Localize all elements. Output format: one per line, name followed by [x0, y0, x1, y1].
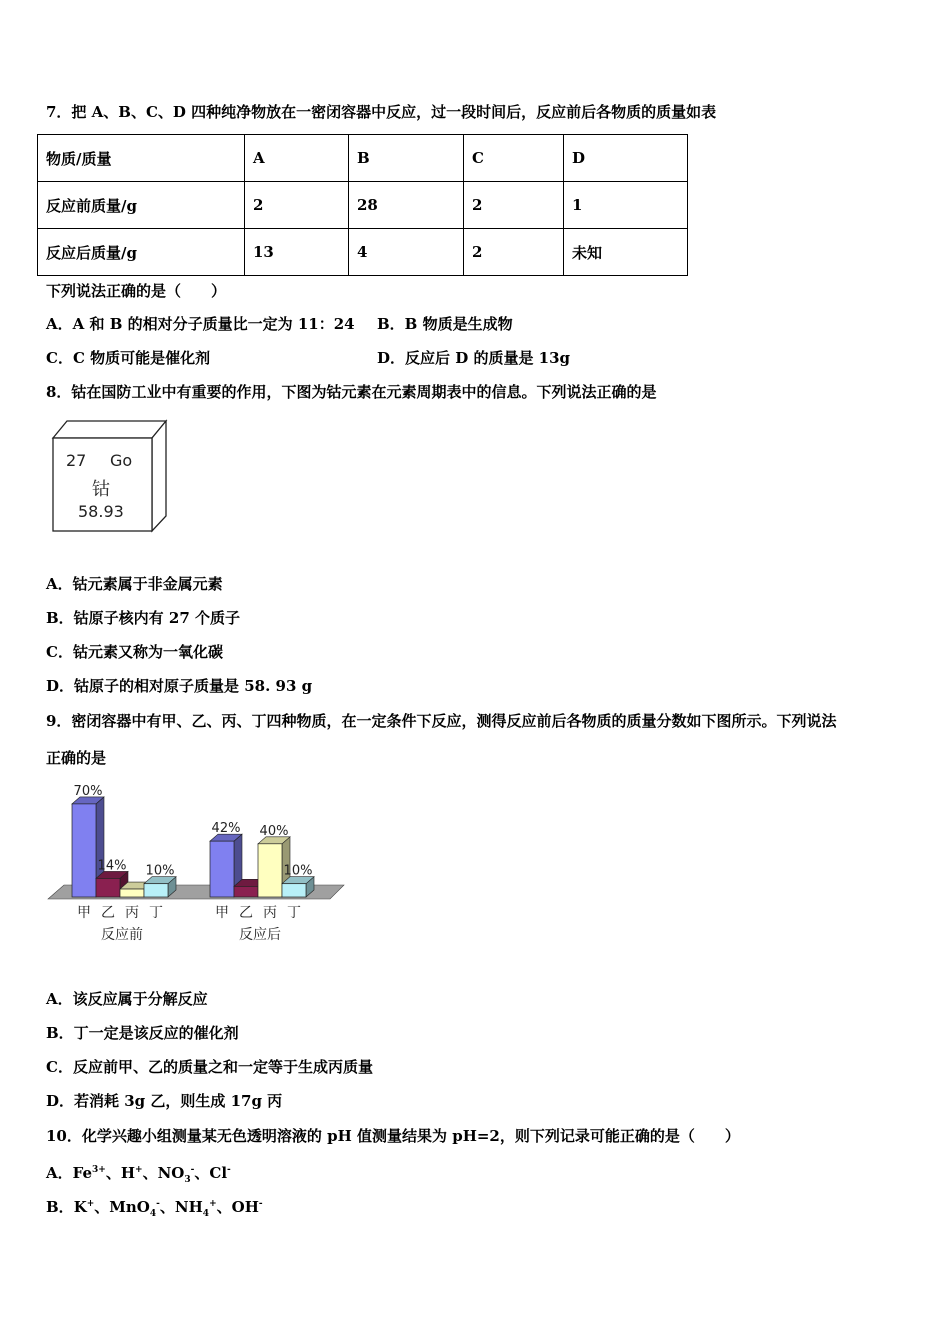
table-cell: 4	[349, 229, 464, 276]
ion-separator: 、	[105, 1164, 121, 1182]
q8-option-b: B．钴原子核内有 27 个质子	[46, 609, 240, 627]
bar	[120, 889, 144, 897]
ion-formula: K+	[73, 1198, 95, 1216]
tick-label: 乙	[239, 905, 253, 921]
q7-option-a: A．A 和 B 的相对分子质量比一定为 11：24	[46, 315, 355, 333]
table-cell: 2	[464, 229, 564, 276]
ion-separator: 、	[159, 1198, 175, 1216]
table-header-cell: 物质/质量	[38, 135, 245, 182]
ion-formula: Cl-	[209, 1164, 231, 1182]
bar	[144, 884, 168, 897]
data-label: 10%	[145, 863, 175, 879]
ion-separator: 、	[94, 1198, 110, 1216]
table-row	[38, 229, 688, 276]
element-card-cobalt	[50, 418, 170, 534]
table-cell: 反应后质量/g	[38, 229, 245, 276]
q9-stem-cont: 正确的是	[46, 749, 107, 767]
ion-formula: OH-	[231, 1198, 263, 1216]
table-cell: 2	[464, 182, 564, 229]
tick-label: 甲	[77, 905, 91, 921]
q7-option-b: B．B 物质是生成物	[377, 315, 513, 333]
table-cell: 2	[245, 182, 349, 229]
q10-stem: 10．化学兴趣小组测量某无色透明溶液的 pH 值测量结果为 pH=2，则下列记录可能正确的是（ ）	[46, 1127, 740, 1145]
table-row	[38, 182, 688, 229]
bar	[258, 844, 282, 897]
category-label: 反应前	[101, 927, 143, 943]
bar	[234, 886, 258, 897]
q9-option-b: B．丁一定是该反应的催化剂	[46, 1024, 239, 1042]
q10-option-b: B．K+、MnO$_4$-、$NH_4^+$、OH-	[46, 1198, 263, 1219]
q9-option-a: A．该反应属于分解反应	[46, 990, 208, 1008]
tick-label: 乙	[101, 905, 115, 921]
data-label: 40%	[259, 823, 289, 839]
table-cell: 28	[349, 182, 464, 229]
chart-canvas	[44, 776, 354, 951]
table-cell: 13	[245, 229, 349, 276]
table-header-cell: D	[564, 135, 688, 182]
ion-formula: H+	[120, 1164, 143, 1182]
ion-formula: $NO_3^-$	[157, 1164, 195, 1185]
atomic-mass: 58.93	[78, 502, 124, 521]
table-cell: 反应前质量/g	[38, 182, 245, 229]
element-symbol: Go	[110, 451, 133, 470]
q8-option-d: D．钴原子的相对原子质量是 58. 93 g	[46, 677, 313, 695]
tick-label: 丁	[287, 905, 301, 921]
category-label: 反应后	[239, 927, 281, 943]
bar	[210, 841, 234, 897]
tick-label: 丙	[125, 905, 139, 921]
ion-list	[73, 1198, 263, 1219]
q8-stem: 8．钴在国防工业中有重要的作用，下图为钴元素在元素周期表中的信息。下列说法正确的是	[46, 383, 657, 401]
ion-separator: 、	[142, 1164, 158, 1182]
table-header-row	[38, 135, 688, 182]
data-label: 42%	[211, 821, 241, 837]
q7-prompt: 下列说法正确的是（ ）	[46, 282, 227, 300]
q7-option-c: C．C 物质可能是催化剂	[46, 349, 211, 367]
data-label: 14%	[97, 858, 127, 874]
element-name: 钴	[92, 479, 110, 500]
ion-formula: MnO$_4$-	[109, 1198, 160, 1219]
table-header-cell: A	[245, 135, 349, 182]
bar	[96, 878, 120, 897]
q7-option-d: D．反应后 D 的质量是 13g	[377, 349, 571, 367]
atomic-number: 27	[66, 451, 87, 470]
table-header-cell: B	[349, 135, 464, 182]
bar	[282, 884, 306, 897]
q8-option-a: A．钴元素属于非金属元素	[46, 575, 223, 593]
tick-label: 丙	[263, 905, 277, 921]
q9-option-d: D．若消耗 3g 乙，则生成 17g 丙	[46, 1092, 283, 1110]
q8-option-c: C．钴元素又称为一氧化碳	[46, 643, 223, 661]
tick-label: 甲	[215, 905, 229, 921]
data-label: 10%	[283, 863, 313, 879]
ion-separator: 、	[216, 1198, 232, 1216]
bar	[72, 804, 96, 897]
q10-option-a: A．$Fe^{3+}$、H+、$NO_3^-$、Cl-	[46, 1164, 231, 1185]
table-cell: 1	[564, 182, 688, 229]
data-label: 70%	[73, 783, 103, 799]
ion-separator: 、	[194, 1164, 210, 1182]
mass-fraction-chart	[44, 776, 354, 951]
ion-formula: $NH_4^+$	[174, 1198, 217, 1219]
table-header-cell: C	[464, 135, 564, 182]
q7-stem: 7．把 A、B、C、D 四种纯净物放在一密闭容器中反应，过一段时间后，反应前后各物质的质量如表	[46, 103, 717, 121]
q7-mass-table	[37, 134, 688, 276]
q9-stem: 9．密闭容器中有甲、乙、丙、丁四种物质，在一定条件下反应，测得反应前后各物质的质量分数如下图所示。下列说法	[46, 712, 837, 730]
table-cell: 未知	[564, 229, 688, 276]
ion-list	[72, 1164, 231, 1185]
tick-label: 丁	[149, 905, 163, 921]
ion-formula: $Fe^{3+}$	[72, 1164, 106, 1182]
q9-option-c: C．反应前甲、乙的质量之和一定等于生成丙质量	[46, 1058, 373, 1076]
